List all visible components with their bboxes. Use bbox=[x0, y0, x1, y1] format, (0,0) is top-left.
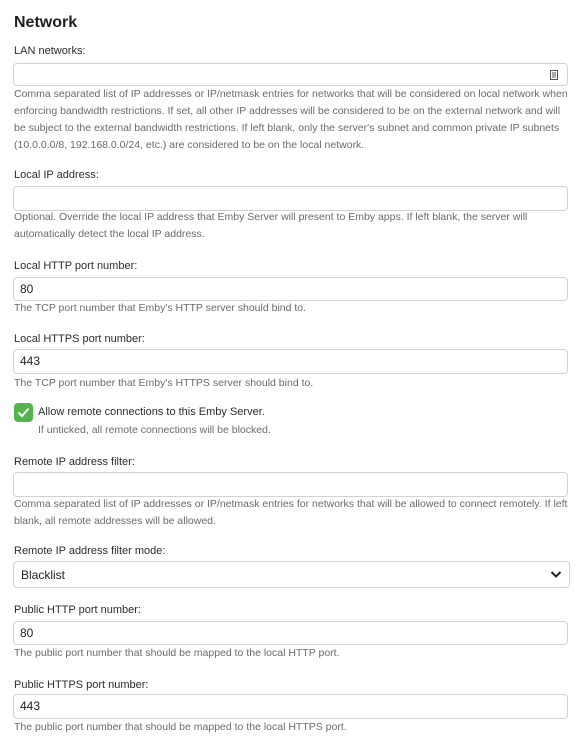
https-port-label: Local HTTPS port number: bbox=[14, 333, 145, 345]
lan-networks-input[interactable] bbox=[13, 63, 568, 86]
local-ip-input[interactable] bbox=[13, 186, 568, 211]
filter-mode-select[interactable] bbox=[13, 561, 570, 588]
local-ip-label: Local IP address: bbox=[14, 169, 99, 181]
local-ip-description: Optional. Override the local IP address that Emby Server will present to Emby apps. If left blank, the server will automatically detect the local IP address. bbox=[14, 211, 528, 240]
filter-mode-value: Blacklist bbox=[21, 568, 66, 582]
public-http-description: The public port number that should be mapped to the local HTTP port. bbox=[14, 647, 340, 659]
public-https-description: The public port number that should be mapped to the local HTTPS port. bbox=[14, 721, 347, 733]
lan-networks-description: Comma separated list of IP addresses or IP/netmask entries for networks that will be considered on local network when enforcing bandwidth restrictions. If set, all other IP addresses will be considered to be on the external network and will be subject to the external bandwidth restrictions. If left blank, only the server's subnet and common private IP subnets (10.0.0.0/8, 192.168.0.0/24, etc.) are considered to be on the local network. bbox=[14, 88, 568, 151]
http-port-input[interactable] bbox=[13, 277, 568, 301]
chevron-down-icon bbox=[550, 570, 562, 579]
page-title: Network bbox=[14, 14, 78, 31]
allow-remote-checkbox[interactable] bbox=[14, 403, 33, 422]
public-http-value: 80 bbox=[20, 626, 34, 640]
list-icon[interactable] bbox=[550, 70, 558, 80]
public-https-input[interactable] bbox=[13, 694, 568, 719]
https-port-value: 443 bbox=[20, 354, 41, 368]
http-port-description: The TCP port number that Emby's HTTP server should bind to. bbox=[14, 302, 307, 314]
allow-remote-description: If unticked, all remote connections will be blocked. bbox=[38, 424, 271, 436]
checkmark-icon bbox=[17, 407, 30, 418]
allow-remote-label[interactable]: Allow remote connections to this Emby Server. bbox=[38, 406, 265, 418]
remote-filter-label: Remote IP address filter: bbox=[14, 456, 135, 468]
https-port-description: The TCP port number that Emby's HTTPS server should bind to. bbox=[14, 377, 314, 389]
public-http-input[interactable] bbox=[13, 621, 568, 645]
lan-networks-label: LAN networks: bbox=[14, 45, 86, 57]
public-https-label: Public HTTPS port number: bbox=[14, 679, 149, 691]
public-http-label: Public HTTP port number: bbox=[14, 604, 141, 616]
https-port-input[interactable] bbox=[13, 349, 568, 374]
http-port-value: 80 bbox=[20, 282, 34, 296]
remote-filter-description: Comma separated list of IP addresses or IP/netmask entries for networks that will be allowed to connect remotely. If left blank, all remote addresses will be allowed. bbox=[14, 498, 568, 527]
filter-mode-label: Remote IP address filter mode: bbox=[14, 545, 166, 557]
http-port-label: Local HTTP port number: bbox=[14, 260, 138, 272]
public-https-value: 443 bbox=[20, 699, 41, 713]
remote-filter-input[interactable] bbox=[13, 472, 568, 497]
